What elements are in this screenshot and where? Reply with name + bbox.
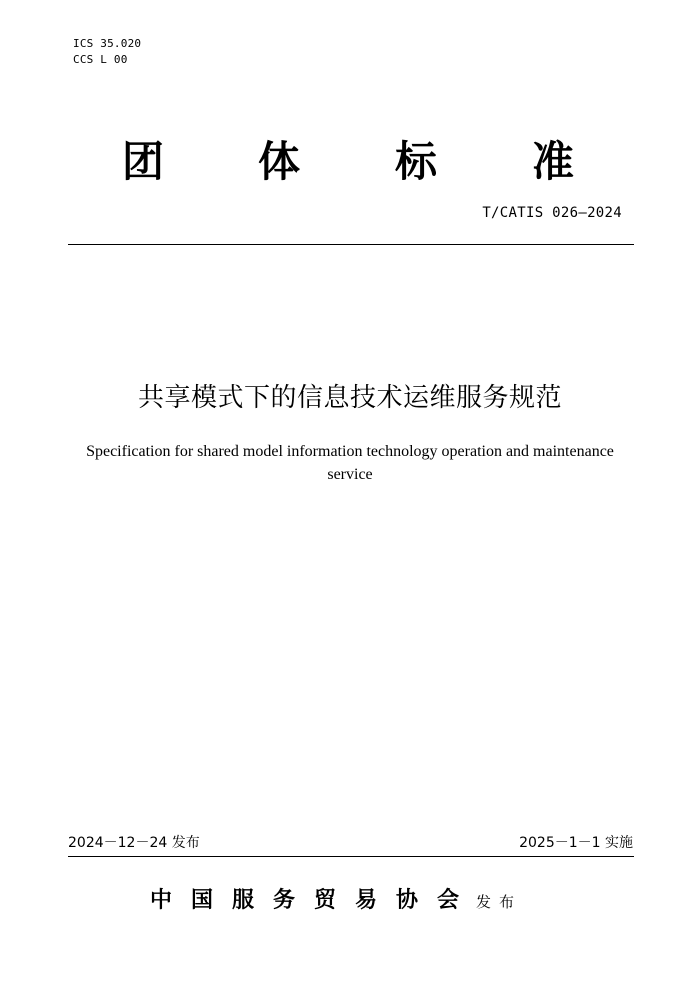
issue-date: 2024－12－24 发布: [68, 835, 200, 851]
standard-number: T/CATIS 026—2024: [482, 205, 622, 221]
doc-type-char-4: 准: [532, 137, 575, 186]
implementation-date: 2025－1－1 实施: [519, 835, 633, 851]
doc-type-char-2: 体: [258, 137, 301, 186]
bottom-divider: [68, 856, 634, 857]
top-divider: [68, 244, 634, 245]
doc-type-char-1: 团: [122, 137, 165, 186]
chinese-title: 共享模式下的信息技术运维服务规范: [137, 383, 562, 413]
classification-codes: [73, 36, 141, 68]
publisher-label: 发布: [476, 893, 523, 911]
document-type-heading: [70, 134, 630, 194]
english-title: Specification for shared model information technology operation and maintenance service: [86, 443, 614, 483]
ics-code: ICS 35.020: [73, 37, 142, 50]
publisher-organization: 中国服务贸易协会: [150, 887, 479, 913]
publisher-line: [150, 880, 580, 920]
doc-type-char-3: 标: [395, 137, 438, 186]
ccs-code: CCS L 00: [73, 53, 128, 66]
